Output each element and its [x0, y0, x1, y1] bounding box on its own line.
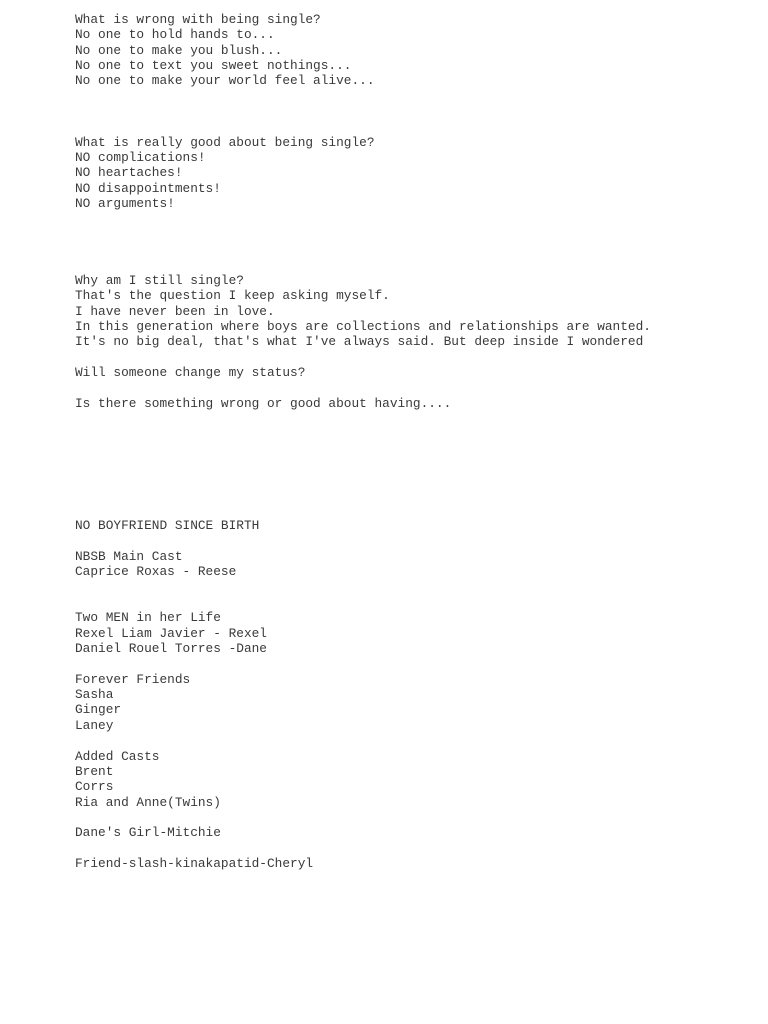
poem-why-heading: Why am I still single? — [75, 272, 244, 288]
poem-why-line: In this generation where boys are collections and relationships are wanted. — [75, 318, 651, 334]
poem-good-line: NO heartaches! — [75, 165, 183, 181]
poem-why-section — [75, 273, 755, 411]
spacer — [75, 580, 755, 595]
poem-good-heading: What is really good about being single? — [75, 134, 375, 150]
spacer — [75, 733, 755, 748]
spacer — [75, 534, 755, 549]
main-cast-heading: NBSB Main Cast — [75, 549, 183, 565]
added-cast-member: Brent — [75, 763, 114, 779]
added-cast-member: Corrs — [75, 779, 114, 795]
poem-wrong-line: No one to make your world feel alive... — [75, 73, 375, 89]
added-casts-heading: Added Casts — [75, 748, 160, 764]
spacer — [75, 350, 755, 365]
men-heading: Two MEN in her Life — [75, 610, 221, 626]
spacer — [75, 119, 755, 134]
friend-member: Ginger — [75, 702, 122, 718]
spacer — [75, 380, 755, 395]
poem-wrong-heading: What is wrong with being single? — [75, 12, 321, 27]
spacer — [75, 503, 755, 518]
poem-wrong-line: No one to hold hands to... — [75, 27, 275, 43]
spacer — [75, 472, 755, 487]
friend-member: Laney — [75, 717, 114, 733]
spacer — [75, 426, 755, 441]
spacer — [75, 227, 755, 242]
added-cast-member: Ria and Anne(Twins) — [75, 794, 221, 810]
friends-heading: Forever Friends — [75, 671, 191, 687]
danes-girl: Dane's Girl-Mitchie — [75, 825, 221, 841]
men-member: Rexel Liam Javier - Rexel — [75, 625, 267, 641]
story-title: NO BOYFRIEND SINCE BIRTH — [75, 518, 260, 534]
friend-slash: Friend-slash-kinakapatid-Cheryl — [75, 855, 314, 871]
spacer — [75, 841, 755, 856]
spacer — [75, 104, 755, 119]
poem-why-line: It's no big deal, that's what I've always said. But deep inside I wondered — [75, 334, 644, 350]
poem-good-line: NO arguments! — [75, 196, 175, 212]
document-page — [75, 12, 755, 871]
men-member: Daniel Rouel Torres -Dane — [75, 641, 267, 657]
spacer — [75, 457, 755, 472]
spacer — [75, 258, 755, 273]
men-section — [75, 610, 755, 656]
poem-wrong-section — [75, 12, 755, 89]
added-casts-section — [75, 749, 755, 810]
friends-section — [75, 672, 755, 733]
poem-why-line: I have never been in love. — [75, 303, 275, 319]
spacer — [75, 595, 755, 610]
poem-why-question-status: Will someone change my status? — [75, 364, 306, 380]
spacer — [75, 89, 755, 104]
spacer — [75, 411, 755, 426]
poem-wrong-line: No one to make you blush... — [75, 42, 283, 58]
spacer — [75, 488, 755, 503]
spacer — [75, 810, 755, 825]
poem-good-section — [75, 135, 755, 212]
spacer — [75, 211, 755, 226]
spacer — [75, 442, 755, 457]
poem-good-line: NO disappointments! — [75, 180, 221, 196]
poem-why-question-having: Is there something wrong or good about having.... — [75, 395, 452, 411]
friend-member: Sasha — [75, 687, 114, 703]
main-cast-member: Caprice Roxas - Reese — [75, 564, 237, 580]
poem-wrong-line: No one to text you sweet nothings... — [75, 58, 352, 74]
main-cast-section — [75, 549, 755, 580]
spacer — [75, 656, 755, 671]
spacer — [75, 242, 755, 257]
poem-why-line: That's the question I keep asking myself. — [75, 288, 390, 304]
poem-good-line: NO complications! — [75, 150, 206, 166]
